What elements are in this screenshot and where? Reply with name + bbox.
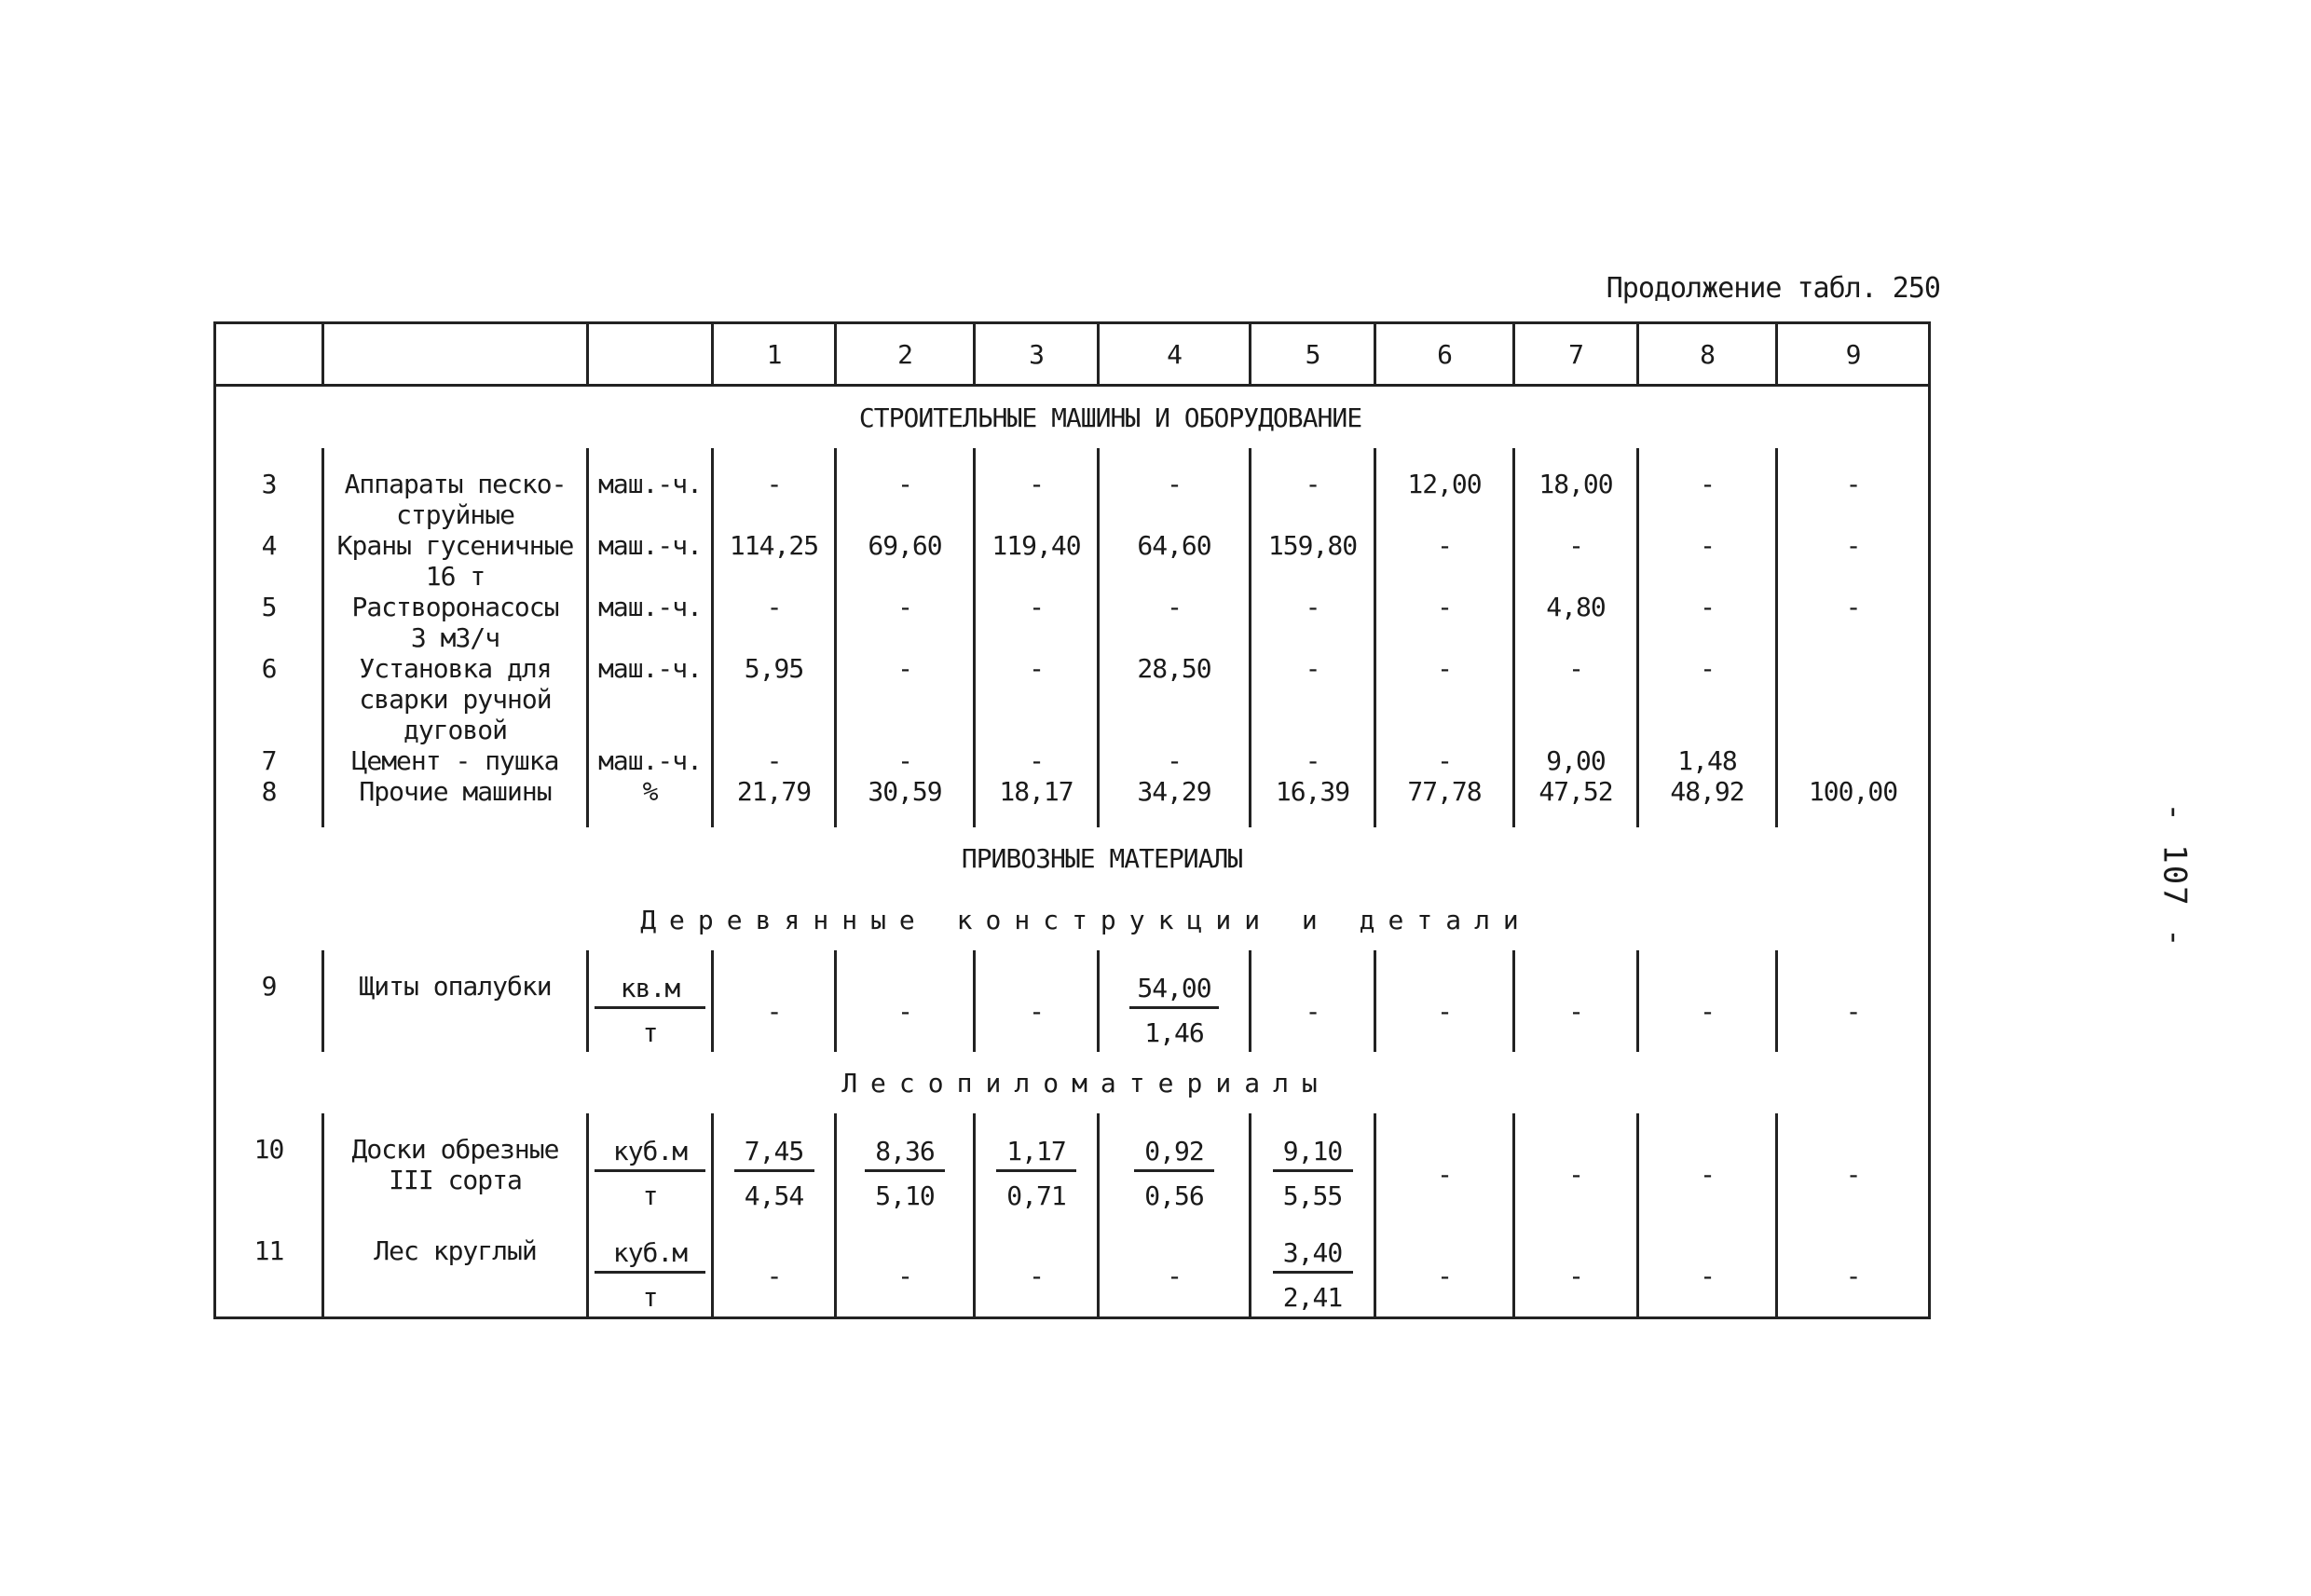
spacer-row xyxy=(215,1215,1930,1235)
spacer-cell xyxy=(975,950,1099,971)
section-title-lumber: Лесопиломатериалы xyxy=(215,1052,1930,1113)
row-name: Щиты опалубки xyxy=(323,971,588,1052)
value-cell xyxy=(713,1134,836,1215)
spacer-cell xyxy=(323,807,588,827)
spacer-cell xyxy=(323,950,588,971)
table-row xyxy=(215,971,1930,1052)
spacer-cell xyxy=(323,1113,588,1134)
value-cell: - xyxy=(836,745,975,776)
row-number: 3 xyxy=(215,469,323,530)
value-cell: - xyxy=(1251,971,1375,1052)
spacer-cell xyxy=(1514,807,1638,827)
value-cell: - xyxy=(1375,530,1514,592)
spacer-cell xyxy=(975,1215,1099,1235)
unit-fraction xyxy=(595,1235,705,1316)
value-numerator: 8,36 xyxy=(865,1134,945,1172)
value-cell: - xyxy=(1777,1134,1930,1215)
spacer-cell xyxy=(1638,1113,1777,1134)
value-cell: - xyxy=(713,1235,836,1318)
value-numerator: 0,92 xyxy=(1134,1134,1214,1172)
header-cell xyxy=(323,323,588,386)
value-cell: 47,52 xyxy=(1514,776,1638,807)
spacer-cell xyxy=(1099,807,1251,827)
row-number: 10 xyxy=(215,1134,323,1215)
spacer-cell xyxy=(1514,448,1638,469)
value-cell: - xyxy=(713,592,836,653)
row-number: 5 xyxy=(215,592,323,653)
value-cell: - xyxy=(836,653,975,745)
value-cell: - xyxy=(975,745,1099,776)
row-number: 7 xyxy=(215,745,323,776)
spacer-cell xyxy=(1099,1215,1251,1235)
table-header-row xyxy=(215,323,1930,386)
row-number: 6 xyxy=(215,653,323,745)
value-cell xyxy=(1777,653,1930,745)
value-cell: 4,80 xyxy=(1514,592,1638,653)
value-cell: - xyxy=(836,469,975,530)
value-cell: - xyxy=(1638,469,1777,530)
row-name: Краны гусеничные 16 т xyxy=(323,530,588,592)
row-name: Лес круглый xyxy=(323,1235,588,1318)
spacer-row xyxy=(215,448,1930,469)
unit-denominator: т xyxy=(642,1282,658,1313)
value-cell: - xyxy=(1375,745,1514,776)
unit-denominator: т xyxy=(642,1180,658,1211)
value-fraction xyxy=(1257,1134,1368,1215)
value-cell: - xyxy=(1777,592,1930,653)
spacer-cell xyxy=(1251,1113,1375,1134)
spacer-cell xyxy=(975,448,1099,469)
header-cell: 5 xyxy=(1251,323,1375,386)
spacer-cell xyxy=(836,1215,975,1235)
value-cell: - xyxy=(1251,592,1375,653)
value-cell: - xyxy=(975,653,1099,745)
spacer-row xyxy=(215,950,1930,971)
value-cell: 30,59 xyxy=(836,776,975,807)
value-numerator: 9,10 xyxy=(1273,1134,1353,1172)
spacer-cell xyxy=(215,448,323,469)
spacer-row xyxy=(215,807,1930,827)
spacer-cell xyxy=(836,950,975,971)
spacer-cell xyxy=(1375,1215,1514,1235)
value-denominator: 0,56 xyxy=(1144,1180,1204,1211)
value-numerator: 54,00 xyxy=(1129,971,1218,1009)
row-unit: маш.-ч. xyxy=(588,530,713,592)
spacer-row xyxy=(215,1113,1930,1134)
spacer-cell xyxy=(1514,1215,1638,1235)
value-cell: - xyxy=(713,971,836,1052)
value-fraction xyxy=(1257,1235,1368,1316)
value-cell: 21,79 xyxy=(713,776,836,807)
header-cell: 4 xyxy=(1099,323,1251,386)
unit-numerator: куб.м xyxy=(595,1235,705,1274)
row-number: 8 xyxy=(215,776,323,807)
value-cell: - xyxy=(1251,745,1375,776)
value-cell: - xyxy=(1099,592,1251,653)
header-cell: 8 xyxy=(1638,323,1777,386)
value-cell: - xyxy=(975,1235,1099,1318)
spacer-cell xyxy=(1638,1215,1777,1235)
row-unit: маш.-ч. xyxy=(588,592,713,653)
row-name: Аппараты песко- струйные xyxy=(323,469,588,530)
value-cell xyxy=(1099,971,1251,1052)
section-title-wood_structures: Деревянные конструкции и детали xyxy=(215,889,1930,950)
resource-table xyxy=(213,321,1931,1319)
row-number: 9 xyxy=(215,971,323,1052)
spacer-cell xyxy=(713,1113,836,1134)
value-cell: - xyxy=(1099,1235,1251,1318)
value-denominator: 1,46 xyxy=(1144,1017,1204,1048)
value-cell: - xyxy=(1638,1134,1777,1215)
unit-numerator: куб.м xyxy=(595,1134,705,1172)
section-title-machines: СТРОИТЕЛЬНЫЕ МАШИНЫ И ОБОРУДОВАНИЕ xyxy=(215,386,1930,449)
value-cell: - xyxy=(975,592,1099,653)
value-cell: 159,80 xyxy=(1251,530,1375,592)
spacer-cell xyxy=(323,448,588,469)
value-cell: 77,78 xyxy=(1375,776,1514,807)
header-cell: 2 xyxy=(836,323,975,386)
spacer-cell xyxy=(1777,448,1930,469)
row-unit: маш.-ч. xyxy=(588,469,713,530)
table-row xyxy=(215,469,1930,530)
value-cell: - xyxy=(1099,469,1251,530)
spacer-cell xyxy=(1375,950,1514,971)
value-cell: - xyxy=(713,469,836,530)
spacer-cell xyxy=(713,448,836,469)
value-cell: - xyxy=(1375,592,1514,653)
value-cell: - xyxy=(1514,1235,1638,1318)
spacer-cell xyxy=(1099,448,1251,469)
header-cell: 9 xyxy=(1777,323,1930,386)
section-row-lumber xyxy=(215,1052,1930,1113)
value-cell: 69,60 xyxy=(836,530,975,592)
table-row xyxy=(215,653,1930,745)
table-continuation-label: Продолжение табл. 250 xyxy=(1606,272,1940,305)
table-row xyxy=(215,776,1930,807)
spacer-cell xyxy=(975,1113,1099,1134)
header-cell: 3 xyxy=(975,323,1099,386)
value-cell: - xyxy=(1638,1235,1777,1318)
unit-fraction xyxy=(595,971,705,1052)
header-cell: 7 xyxy=(1514,323,1638,386)
table-row xyxy=(215,745,1930,776)
unit-fraction xyxy=(595,1134,705,1215)
spacer-cell xyxy=(836,807,975,827)
spacer-cell xyxy=(1251,950,1375,971)
value-cell xyxy=(1251,1134,1375,1215)
value-denominator: 5,55 xyxy=(1282,1180,1343,1211)
spacer-cell xyxy=(713,807,836,827)
row-name: Растворонасосы 3 м3/ч xyxy=(323,592,588,653)
spacer-cell xyxy=(588,1215,713,1235)
value-cell: - xyxy=(1375,1235,1514,1318)
spacer-cell xyxy=(1251,1215,1375,1235)
value-denominator: 0,71 xyxy=(1006,1180,1066,1211)
section-row-wood_structures xyxy=(215,889,1930,950)
value-cell: 16,39 xyxy=(1251,776,1375,807)
spacer-cell xyxy=(1375,448,1514,469)
value-cell: - xyxy=(1251,653,1375,745)
value-cell: - xyxy=(975,469,1099,530)
value-fraction xyxy=(1105,971,1243,1052)
section-row-machines xyxy=(215,386,1930,449)
value-cell: 119,40 xyxy=(975,530,1099,592)
row-unit xyxy=(588,971,713,1052)
spacer-cell xyxy=(215,1215,323,1235)
row-unit: % xyxy=(588,776,713,807)
value-cell xyxy=(975,1134,1099,1215)
value-fraction xyxy=(842,1134,967,1215)
value-cell: 48,92 xyxy=(1638,776,1777,807)
value-cell: 28,50 xyxy=(1099,653,1251,745)
spacer-cell xyxy=(1375,1113,1514,1134)
value-cell: - xyxy=(836,971,975,1052)
value-cell: - xyxy=(836,1235,975,1318)
spacer-cell xyxy=(713,950,836,971)
row-number: 11 xyxy=(215,1235,323,1318)
value-cell: - xyxy=(1514,530,1638,592)
value-cell: - xyxy=(1514,971,1638,1052)
spacer-cell xyxy=(836,1113,975,1134)
section-title-materials: ПРИВОЗНЫЕ МАТЕРИАЛЫ xyxy=(215,827,1930,889)
spacer-cell xyxy=(323,1215,588,1235)
value-cell: - xyxy=(1638,530,1777,592)
spacer-cell xyxy=(1777,1215,1930,1235)
value-cell: - xyxy=(1251,469,1375,530)
header-cell: 1 xyxy=(713,323,836,386)
value-cell: 114,25 xyxy=(713,530,836,592)
value-cell xyxy=(1777,745,1930,776)
spacer-cell xyxy=(588,1113,713,1134)
value-cell: 5,95 xyxy=(713,653,836,745)
page-number: - 107 - xyxy=(2155,802,2194,949)
unit-numerator: кв.м xyxy=(595,971,705,1009)
value-cell: - xyxy=(836,592,975,653)
value-cell: 1,48 xyxy=(1638,745,1777,776)
section-row-materials xyxy=(215,827,1930,889)
spacer-cell xyxy=(588,950,713,971)
spacer-cell xyxy=(215,950,323,971)
row-unit: маш.-ч. xyxy=(588,653,713,745)
value-fraction xyxy=(981,1134,1091,1215)
value-cell: 9,00 xyxy=(1514,745,1638,776)
table-row xyxy=(215,1235,1930,1318)
value-cell: 18,17 xyxy=(975,776,1099,807)
value-cell: - xyxy=(1099,745,1251,776)
row-unit xyxy=(588,1235,713,1318)
value-cell: - xyxy=(713,745,836,776)
value-fraction xyxy=(719,1134,828,1215)
spacer-cell xyxy=(713,1215,836,1235)
spacer-cell xyxy=(1375,807,1514,827)
unit-denominator: т xyxy=(642,1017,658,1048)
value-cell: - xyxy=(1638,592,1777,653)
spacer-cell xyxy=(836,448,975,469)
value-cell: 34,29 xyxy=(1099,776,1251,807)
value-cell: - xyxy=(1375,1134,1514,1215)
value-cell: 100,00 xyxy=(1777,776,1930,807)
value-fraction xyxy=(1105,1134,1243,1215)
value-cell xyxy=(1251,1235,1375,1318)
row-number: 4 xyxy=(215,530,323,592)
value-denominator: 4,54 xyxy=(744,1180,804,1211)
spacer-cell xyxy=(1514,1113,1638,1134)
value-numerator: 3,40 xyxy=(1273,1235,1353,1274)
value-numerator: 1,17 xyxy=(996,1134,1076,1172)
spacer-cell xyxy=(975,807,1099,827)
value-denominator: 2,41 xyxy=(1282,1282,1343,1313)
row-name: Прочие машины xyxy=(323,776,588,807)
header-cell xyxy=(215,323,323,386)
spacer-cell xyxy=(1777,1113,1930,1134)
table-row xyxy=(215,592,1930,653)
value-cell: - xyxy=(1514,1134,1638,1215)
value-cell: - xyxy=(1777,971,1930,1052)
value-cell: - xyxy=(975,971,1099,1052)
value-cell: - xyxy=(1375,653,1514,745)
spacer-cell xyxy=(1251,807,1375,827)
table-row xyxy=(215,1134,1930,1215)
row-unit: маш.-ч. xyxy=(588,745,713,776)
spacer-cell xyxy=(1777,950,1930,971)
value-cell: - xyxy=(1638,653,1777,745)
row-name: Доски обрезные III сорта xyxy=(323,1134,588,1215)
value-cell xyxy=(836,1134,975,1215)
header-cell xyxy=(588,323,713,386)
value-denominator: 5,10 xyxy=(875,1180,935,1211)
spacer-cell xyxy=(588,448,713,469)
spacer-cell xyxy=(1638,807,1777,827)
row-unit xyxy=(588,1134,713,1215)
row-name: Цемент - пушка xyxy=(323,745,588,776)
spacer-cell xyxy=(215,807,323,827)
spacer-cell xyxy=(1638,448,1777,469)
value-cell: 18,00 xyxy=(1514,469,1638,530)
value-cell: - xyxy=(1638,971,1777,1052)
value-cell: - xyxy=(1777,530,1930,592)
value-cell: 12,00 xyxy=(1375,469,1514,530)
value-cell xyxy=(1099,1134,1251,1215)
value-cell: - xyxy=(1514,653,1638,745)
row-name: Установка для сварки ручной дуговой xyxy=(323,653,588,745)
value-cell: - xyxy=(1777,1235,1930,1318)
spacer-cell xyxy=(215,1113,323,1134)
spacer-cell xyxy=(1251,448,1375,469)
spacer-cell xyxy=(1099,1113,1251,1134)
spacer-cell xyxy=(1638,950,1777,971)
value-cell: 64,60 xyxy=(1099,530,1251,592)
table-row xyxy=(215,530,1930,592)
spacer-cell xyxy=(588,807,713,827)
header-cell: 6 xyxy=(1375,323,1514,386)
spacer-cell xyxy=(1777,807,1930,827)
value-cell: - xyxy=(1777,469,1930,530)
value-numerator: 7,45 xyxy=(734,1134,814,1172)
spacer-cell xyxy=(1514,950,1638,971)
value-cell: - xyxy=(1375,971,1514,1052)
spacer-cell xyxy=(1099,950,1251,971)
